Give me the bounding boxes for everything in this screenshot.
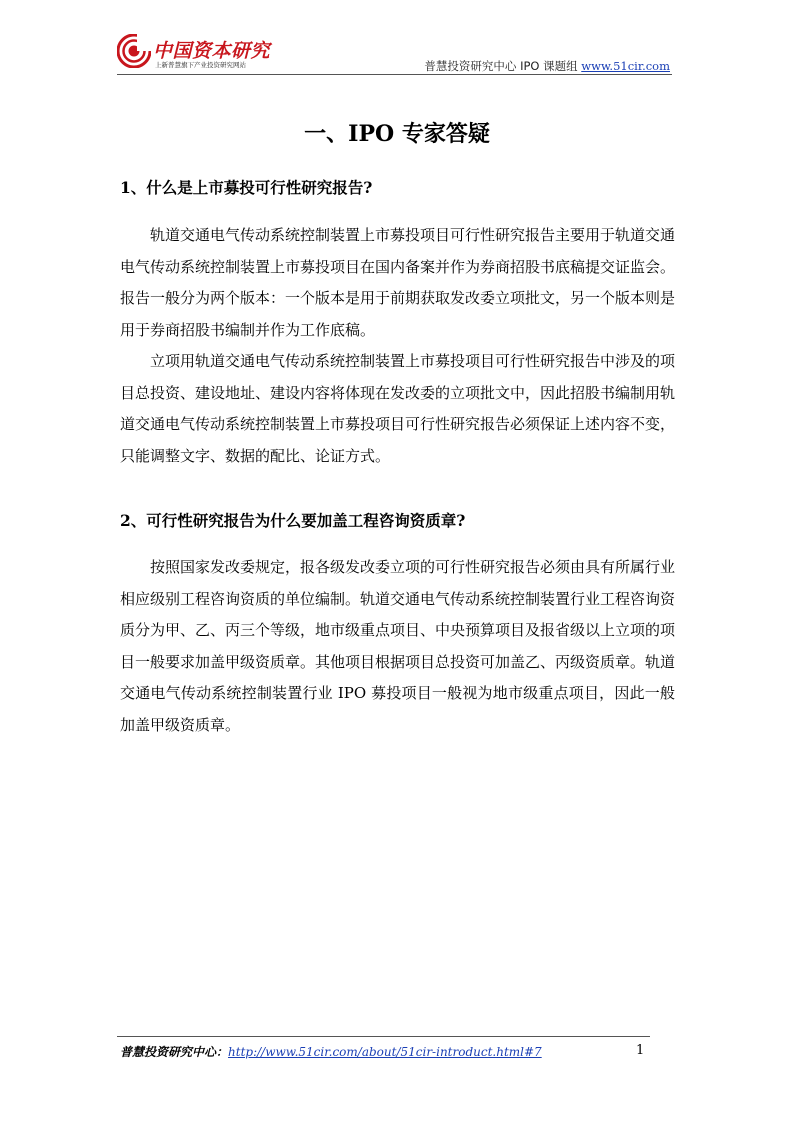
answer-paragraph-1: 轨道交通电气传动系统控制装置上市募投项目可行性研究报告主要用于轨道交通电气传动系统控制装置上市募投项目在国内备案并作为券商招股书底稿提交证监会。报告一般分为两个版本：一个版本是用于前期获取发改委立项批文，另一个版本则是用于券商招股书编制并作为工作底稿。 xyxy=(120,226,676,339)
question-heading-2: 2、可行性研究报告为什么要加盖工程咨询资质章? xyxy=(120,511,466,530)
logo-tagline: 上新普慧旗下产业投资研究网站 xyxy=(155,61,246,69)
footer-label: 普慧投资研究中心： xyxy=(120,1045,229,1059)
page-number: 1 xyxy=(636,1043,645,1058)
logo-emblem-icon xyxy=(117,34,151,68)
footer-divider xyxy=(117,1036,650,1037)
logo-name: 中国资本研究 xyxy=(153,40,271,62)
footer-source xyxy=(120,1043,542,1060)
question-heading-1: 1、什么是上市募投可行性研究报告? xyxy=(120,178,373,197)
page-title: 一、IPO 专家答疑 xyxy=(304,121,490,147)
answer-paragraph-3: 按照国家发改委规定，报各级发改委立项的可行性研究报告必须由具有所属行业相应级别工程咨询资质的单位编制。轨道交通电气传动系统控制装置行业工程咨询资质分为甲、乙、丙三个等级，地市级重点项目、中央预算项目及报省级以上立项的项目一般要求加盖甲级资质章。其他项目根据项目总投资可加盖乙、丙级资质章。轨道交通电气传动系统控制装置行业 IPO 募投项目一般视为地市级重点项目，因此一般加盖甲级资质章。 xyxy=(120,558,676,734)
answer-paragraph-2: 立项用轨道交通电气传动系统控制装置上市募投项目可行性研究报告中涉及的项目总投资、建设地址、建设内容将体现在发改委的立项批文中，因此招股书编制用轨道交通电气传动系统控制装置上市募投项目可行性研究报告必须保证上述内容不变，只能调整文字、数据的配比、论证方式。 xyxy=(120,352,676,465)
brand-logo xyxy=(117,34,277,72)
header-org-text: 普慧投资研究中心 IPO 课题组 xyxy=(424,59,582,73)
header-site-link[interactable]: www.51cir.com xyxy=(581,59,670,73)
header-org xyxy=(424,58,670,74)
footer-link[interactable]: http://www.51cir.com/about/51cir-introduct.html#7 xyxy=(228,1045,542,1059)
header-divider xyxy=(117,74,672,75)
